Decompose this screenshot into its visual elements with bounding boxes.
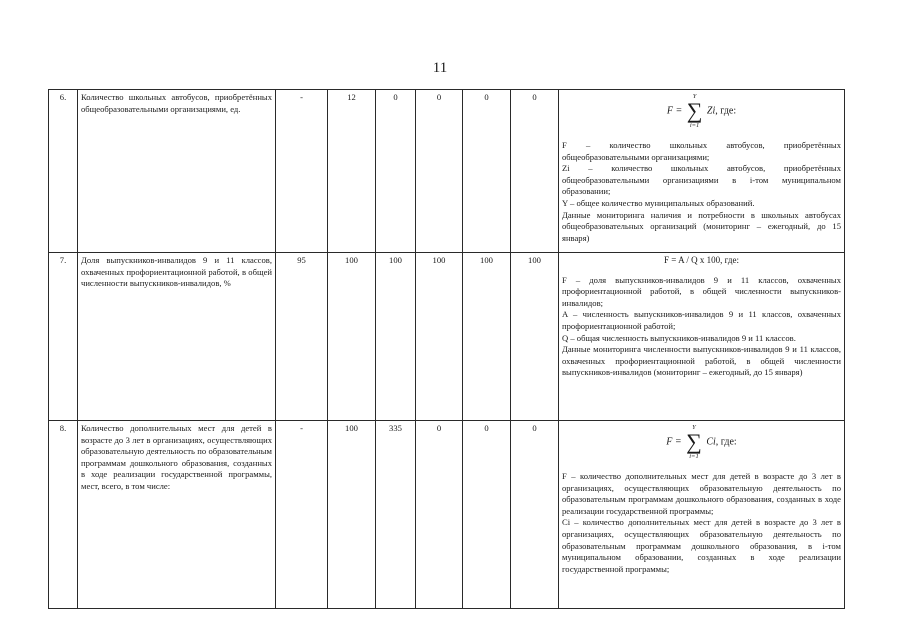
value-cell: 100 <box>328 253 376 421</box>
ratio-formula: F = A / Q x 100, где: <box>664 255 739 265</box>
value-cell: 100 <box>511 253 559 421</box>
value-cell: 12 <box>328 90 376 253</box>
sum-lower-limit: i=1 <box>689 122 700 129</box>
method-paragraph: Ci – количество дополнительных мест для детей в возрасте до 3 лет в организациях, осуществляющих образовательную деятельность по образовательным программам дошкольного образования, в i-том муниципальном образовании, созданных в ходе реализации государственной программы; <box>562 517 841 574</box>
sum-formula <box>562 92 841 130</box>
value-cell: 100 <box>328 421 376 609</box>
value-cell: 95 <box>276 253 328 421</box>
value-cell: 0 <box>376 90 416 253</box>
value-cell: 0 <box>511 421 559 609</box>
value-cell: 0 <box>511 90 559 253</box>
formula-lhs: F = <box>666 436 682 448</box>
page-number: 11 <box>432 60 448 76</box>
value-cell: 100 <box>416 253 463 421</box>
method-paragraph: Zi – количество школьных автобусов, приобретённых общеобразовательными организациями в i-том муниципальном образовании; <box>562 163 841 197</box>
sum-upper-limit: Y <box>692 93 697 100</box>
calculation-method <box>559 90 845 253</box>
value-cell: 335 <box>376 421 416 609</box>
indicators-table <box>48 89 845 609</box>
value-cell: 100 <box>463 253 511 421</box>
method-paragraph: Q – общая численность выпускников-инвалидов 9 и 11 классов. <box>562 332 796 343</box>
row-number: 6. <box>49 90 78 253</box>
formula-term: Zi <box>706 105 716 117</box>
sum-upper-limit: Y <box>692 424 696 431</box>
value-cell: 0 <box>463 90 511 253</box>
value-cell: 100 <box>376 253 416 421</box>
method-paragraph: F – количество школьных автобусов, приобретённых общеобразовательными организациями; <box>562 140 841 162</box>
calculation-method <box>559 253 845 421</box>
table-row <box>49 253 845 421</box>
method-paragraph: F – количество дополнительных мест для детей в возрасте до 3 лет в организациях, осуществляющих образовательную деятельность по образовательным программам дошкольного образования, созданных в ходе реализации государственной программы; <box>562 471 841 516</box>
method-paragraph: F – доля выпускников-инвалидов 9 и 11 классов, охваченных профориентационной работой, в общей численности выпускников-инвалидов; <box>562 274 841 308</box>
value-cell: 0 <box>416 90 463 253</box>
value-cell: - <box>276 90 328 253</box>
formula-lhs: F = <box>666 105 683 117</box>
table-row <box>49 90 845 253</box>
value-cell: 0 <box>416 421 463 609</box>
method-paragraph: Данные мониторинга численности выпускников-инвалидов 9 и 11 классов, охваченных профориентационной работой, в общей численности выпускников-инвалидов (мониторинг – ежегодный, до 15 января) <box>562 344 841 378</box>
method-paragraph: Y – общее количество муниципальных образований. <box>562 197 755 208</box>
row-number: 7. <box>49 253 78 421</box>
row-number: 8. <box>49 421 78 609</box>
formula-term: Ci <box>706 436 716 448</box>
sum-symbol: Y ∑ i=1 <box>686 424 702 460</box>
indicator-name: Количество дополнительных мест для детей в возрасте до 3 лет в организациях, осуществляющих образовательную деятельность по образовательным программам дошкольного образования, созданных в ходе реализации государственной программы, мест, всего, в том числе: <box>78 421 276 609</box>
formula-suffix: , где: <box>715 436 737 448</box>
indicator-name: Количество школьных автобусов, приобретённых общеобразовательными организациями, ед. <box>78 90 276 253</box>
value-cell: - <box>276 421 328 609</box>
indicator-name: Доля выпускников-инвалидов 9 и 11 классов, охваченных профориентационной работой, в общей численности выпускников-инвалидов, % <box>78 253 276 421</box>
formula-suffix: , где: <box>715 105 737 117</box>
sum-formula <box>562 423 841 461</box>
table-row <box>49 421 845 609</box>
value-cell: 0 <box>463 421 511 609</box>
method-paragraph: Данные мониторинга наличия и потребности в школьных автобусах общеобразовательных организаций (мониторинг – ежегодный, до 15 января) <box>562 209 841 243</box>
sum-symbol: Y ∑ i=1 <box>686 93 703 129</box>
sum-lower-limit: i=1 <box>689 453 699 460</box>
method-paragraph: A – численность выпускников-инвалидов 9 и 11 классов, охваченных профориентационной работой; <box>562 309 841 331</box>
calculation-method <box>559 421 845 609</box>
